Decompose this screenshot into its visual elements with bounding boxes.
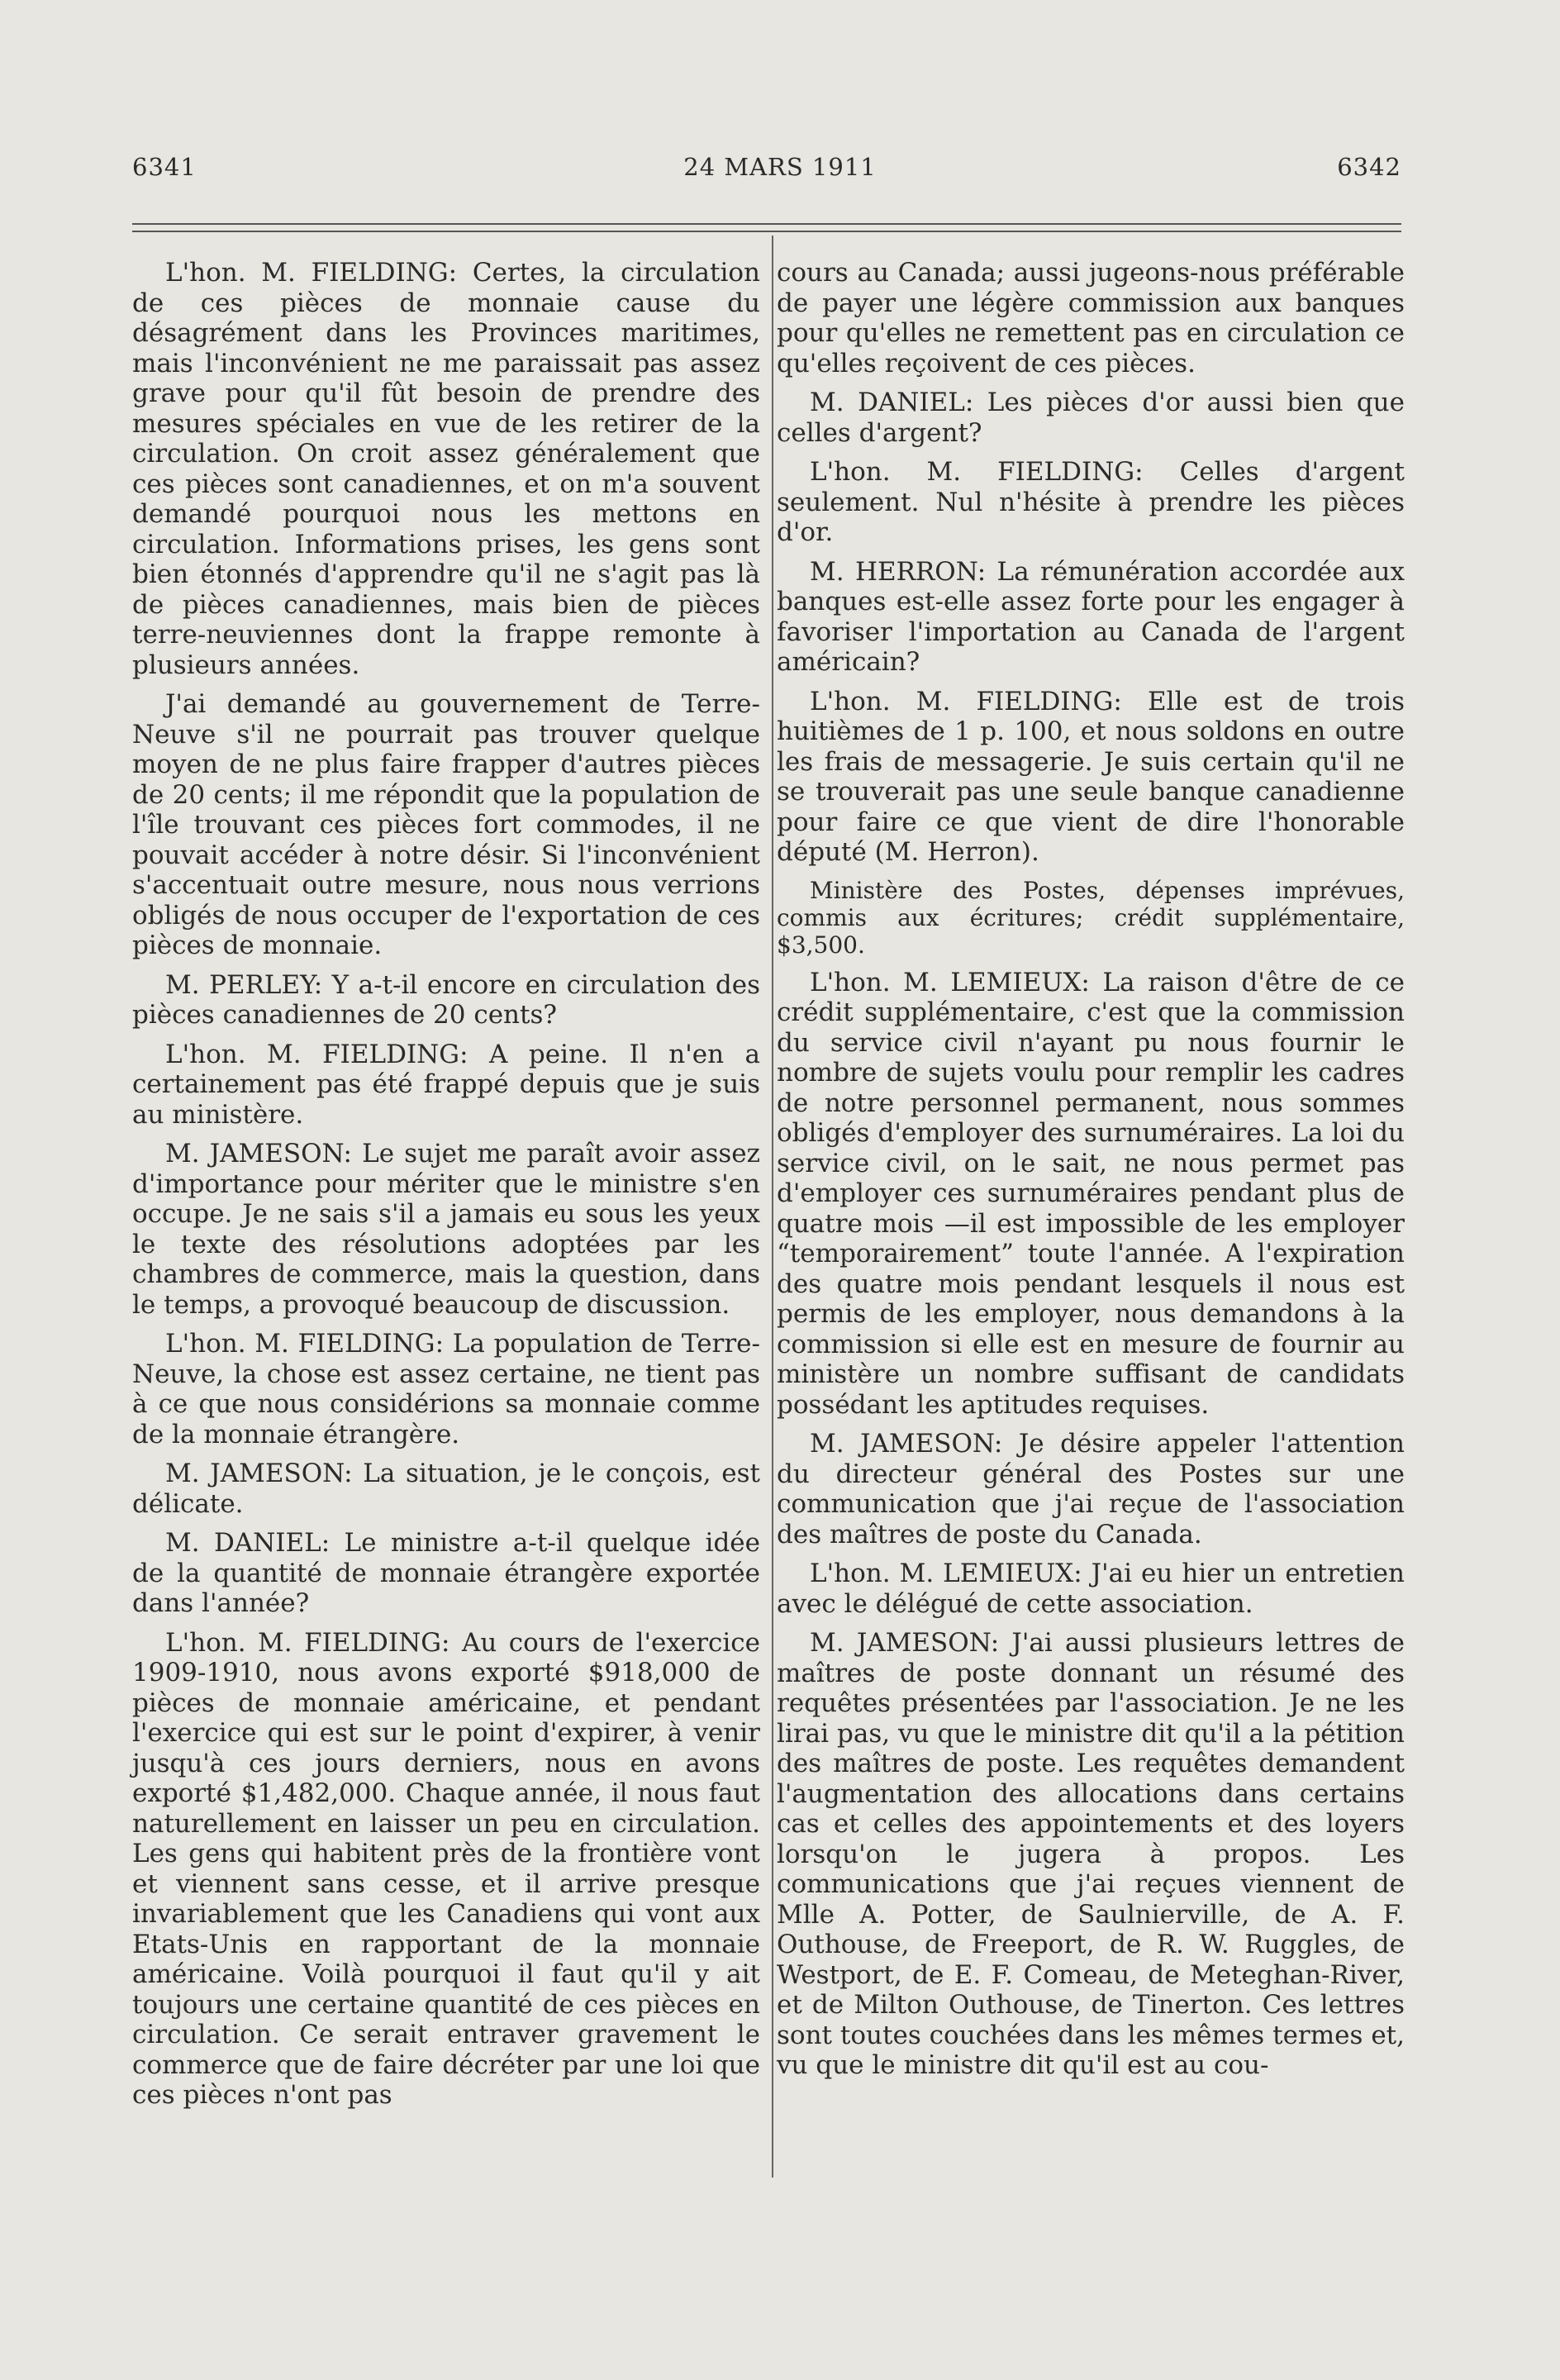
paragraph: M. DANIEL: Les pièces d'or aussi bien que celles d'argent? (777, 388, 1405, 448)
paragraph: M. JAMESON: La situation, je le conçois, est délicate. (132, 1459, 760, 1519)
paragraph: M. JAMESON: J'ai aussi plusieurs lettres de maîtres de poste donnant un résumé des requêtes présentées par l'association. Je ne les lirai pas, vu que le ministre dit qu'il a la pétition des maîtres de poste. Les requêtes demandent l'augmentation des allocations dans certains cas et celles des appointements et des loyers lorsqu'on le jugera à propos. Les communications que j'ai reçues viennent de Mlle A. Potter, de Saulnierville, de A. F. Outhouse, de Freeport, de R. W. Ruggles, de Westport, de E. F. Comeau, de Meteghan-River, et de Milton Outhouse, de Tinerton. Ces lettres sont toutes couchées dans les mêmes termes et, vu que le ministre dit qu'il est au cou- (777, 1628, 1405, 2080)
paragraph: L'hon. M. FIELDING: Au cours de l'exercice 1909-1910, nous avons exporté $918,000 de pièces de monnaie américaine, et pendant l'exercice qui est sur le point d'expirer, à venir jusqu'à ces jours derniers, nous en avons exporté $1,482,000. Chaque année, il nous faut naturellement en laisser un peu en circulation. Les gens qui habitent près de la frontière vont et viennent sans cesse, et il arrive presque invariablement que les Canadiens qui vont aux Etats-Unis en rapportant de la monnaie américaine. Voilà pourquoi il faut qu'il y ait toujours une certaine quantité de ces pièces en circulation. Ce serait entraver gravement le commerce que de faire décréter par une loi que ces pièces n'ont pas (132, 1627, 760, 2110)
paragraph: M. JAMESON: Je désire appeler l'attention du directeur général des Postes sur une communication que j'ai reçue de l'association des maîtres de poste du Canada. (777, 1429, 1405, 1549)
page-number-right: 6342 (1337, 153, 1401, 181)
paragraph: M. JAMESON: Le sujet me paraît avoir assez d'importance pour mériter que le ministre s'en occupe. Je ne sais s'il a jamais eu sous les yeux le texte des résolutions adoptées par les chambres de commerce, mais la question, dans le temps, a provoqué beaucoup de discussion. (132, 1139, 760, 1320)
paragraph: L'hon. M. LEMIEUX: La raison d'être de ce crédit supplémentaire, c'est que la commission du service civil n'ayant pu nous fournir le nombre de sujets voulu pour remplir les cadres de notre personnel permanent, nous sommes obligés d'employer des surnuméraires. La loi du service civil, on le sait, ne nous permet pas d'employer ces surnuméraires pendant plus de quatre mois —il est impossible de les employer “temporairement” toute l'année. A l'expiration des quatre mois pendant lesquels il nous est permis de les employer, nous demandons à la commission si elle est en mesure de fournir au ministère un nombre suffisant de candidats possédant les aptitudes requises. (777, 967, 1405, 1420)
paragraph: M. PERLEY: Y a-t-il encore en circulation des pièces canadiennes de 20 cents? (132, 969, 760, 1030)
header-rule (132, 223, 1401, 225)
paragraph: M. HERRON: La rémunération accordée aux banques est-elle assez forte pour les engager à favoriser l'importation au Canada de l'argent américain? (777, 556, 1405, 677)
paragraph: L'hon. M. FIELDING: La population de Terre-Neuve, la chose est assez certaine, ne tient pas à ce que nous considérions sa monnaie comme de la monnaie étrangère. (132, 1329, 760, 1449)
paragraph: L'hon. M. FIELDING: Certes, la circulation de ces pièces de monnaie cause du désagrément dans les Provinces maritimes, mais l'inconvénient ne me paraissait pas assez grave pour qu'il fût besoin de prendre des mesures spéciales en vue de les retirer de la circulation. On croit assez généralement que ces pièces sont canadiennes, et on m'a souvent demandé pourquoi nous les mettons en circulation. Informations prises, les gens sont bien étonnés d'apprendre qu'il ne s'agit pas là de pièces canadiennes, mais bien de pièces terre-neuviennes dont la frappe remonte à plusieurs années. (132, 258, 760, 680)
column-separator (772, 236, 773, 2178)
paragraph: L'hon. M. LEMIEUX: J'ai eu hier un entretien avec le délégué de cette association. (777, 1559, 1405, 1619)
paragraph: cours au Canada; aussi jugeons-nous préférable de payer une légère commission aux banques pour qu'elles ne remettent pas en circulation ce qu'elles reçoivent de ces pièces. (777, 258, 1405, 378)
paragraph: L'hon. M. FIELDING: Celles d'argent seulement. Nul n'hésite à prendre les pièces d'or. (777, 457, 1405, 547)
right-column (777, 258, 1405, 2090)
page-date: 24 MARS 1911 (683, 153, 877, 181)
header-rule-second (132, 231, 1401, 232)
paragraph: M. DANIEL: Le ministre a-t-il quelque idée de la quantité de monnaie étrangère exportée dans l'année? (132, 1528, 760, 1618)
paragraph: L'hon. M. FIELDING: Elle est de trois huitièmes de 1 p. 100, et nous soldons en outre les frais de messagerie. Je suis certain qu'il ne se trouverait pas une seule banque canadienne pour faire ce que vient de dire l'honorable député (M. Herron). (777, 686, 1405, 867)
paragraph: J'ai demandé au gouvernement de Terre-Neuve s'il ne pourrait pas trouver quelque moyen de ne plus faire frapper d'autres pièces de 20 cents; il me répondit que la population de l'île trouvant ces pièces fort commodes, il ne pouvait accéder à notre désir. Si l'inconvénient s'accentuait outre mesure, nous nous verrions obligés de nous occuper de l'exportation de ces pièces de monnaie. (132, 689, 760, 960)
left-column (132, 258, 760, 2120)
paragraph: L'hon. M. FIELDING: A peine. Il n'en a certainement pas été frappé depuis que je suis au ministère. (132, 1039, 760, 1130)
budget-item-note: Ministère des Postes, dépenses imprévues, commis aux écritures; crédit supplémentaire, $3,500. (777, 876, 1405, 959)
page-number-left: 6341 (132, 153, 197, 181)
